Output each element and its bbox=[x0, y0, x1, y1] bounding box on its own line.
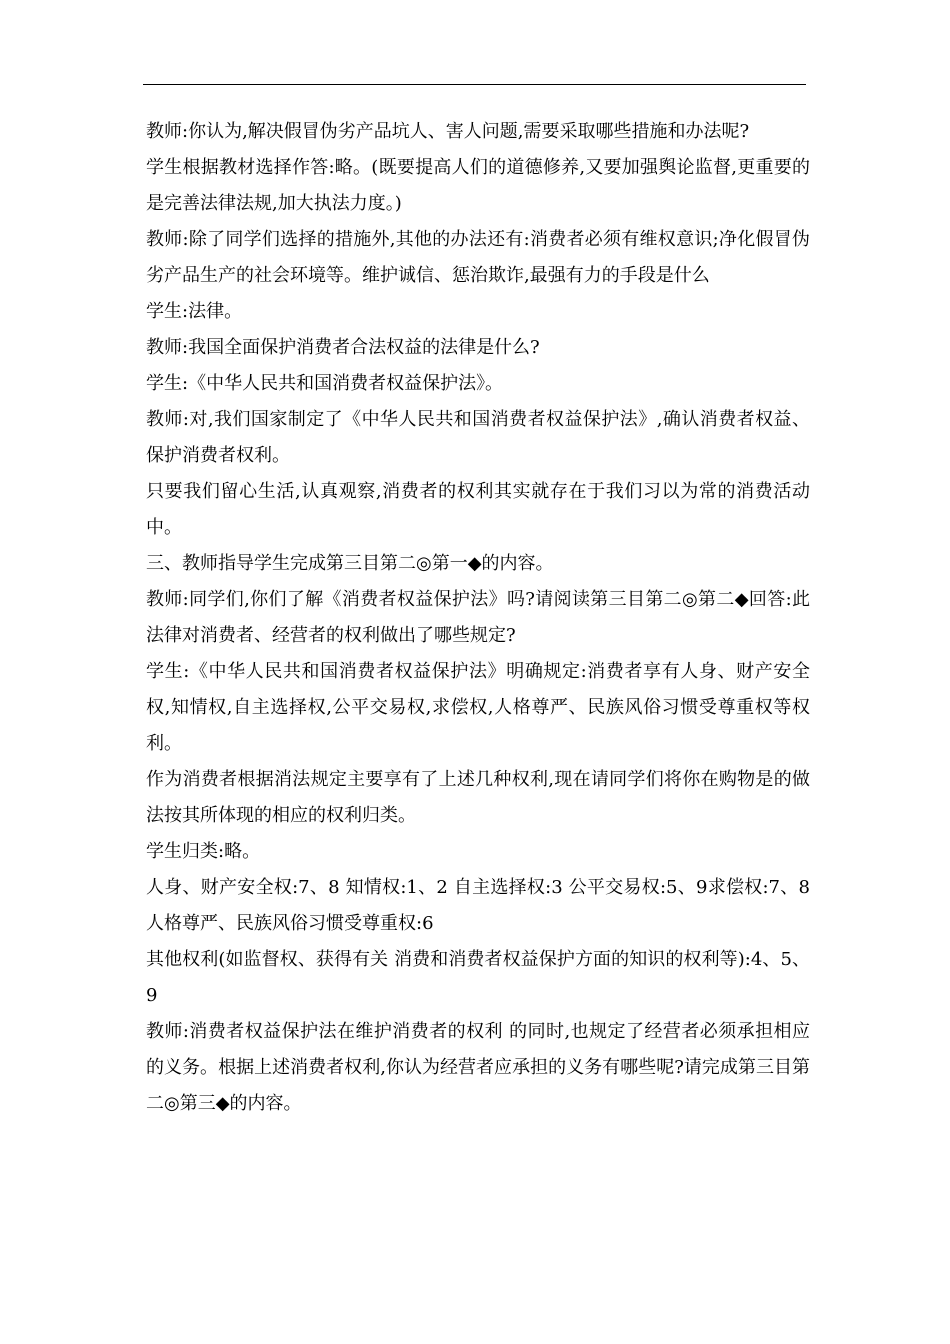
paragraph: 其他权利(如监督权、获得有关 消费和消费者权益保护方面的知识的权利等):4、5、9 bbox=[146, 949, 810, 1006]
paragraph: 教师:对,我们国家制定了《中华人民共和国消费者权益保护法》,确认消费者权益、保护消费者权利。 bbox=[146, 409, 810, 466]
paragraph: 教师:除了同学们选择的措施外,其他的办法还有:消费者必须有维权意识;净化假冒伪劣产品生产的社会环境等。维护诚信、惩治欺诈,最强有力的手段是什么 bbox=[146, 229, 810, 286]
document-body bbox=[146, 114, 810, 1122]
paragraph: 教师:同学们,你们了解《消费者权益保护法》吗?请阅读第三目第二◎第二◆回答:此法律对消费者、经营者的权利做出了哪些规定? bbox=[146, 589, 810, 646]
paragraph: 学生:《中华人民共和国消费者权益保护法》。 bbox=[146, 373, 504, 394]
paragraph: 教师:我国全面保护消费者合法权益的法律是什么? bbox=[146, 337, 540, 358]
paragraph: 学生:《中华人民共和国消费者权益保护法》明确规定:消费者享有人身、财产安全权,知情权,自主选择权,公平交易权,求偿权,人格尊严、民族风俗习惯受尊重权等权利。 bbox=[146, 661, 810, 754]
paragraph: 学生归类:略。 bbox=[146, 841, 261, 862]
paragraph: 作为消费者根据消法规定主要享有了上述几种权利,现在请同学们将你在购物是的做法按其所体现的相应的权利归类。 bbox=[146, 769, 810, 826]
paragraph: 三、教师指导学生完成第三目第二◎第一◆的内容。 bbox=[146, 553, 554, 574]
paragraph: 只要我们留心生活,认真观察,消费者的权利其实就存在于我们习以为常的消费活动中。 bbox=[146, 481, 810, 538]
paragraph: 教师:消费者权益保护法在维护消费者的权利 的同时,也规定了经营者必须承担相应的义务。根据上述消费者权利,你认为经营者应承担的义务有哪些呢?请完成第三目第二◎第三◆的内容。 bbox=[146, 1021, 810, 1114]
paragraph: 教师:你认为,解决假冒伪劣产品坑人、害人问题,需要采取哪些措施和办法呢? bbox=[146, 121, 750, 142]
paragraph: 学生根据教材选择作答:略。(既要提高人们的道德修养,又要加强舆论监督,更重要的是完善法律法规,加大执法力度。) bbox=[146, 157, 810, 214]
paragraph: 学生:法律。 bbox=[146, 301, 243, 322]
paragraph: 人身、财产安全权:7、8 知情权:1、2 自主选择权:3 公平交易权:5、9求偿权:7、8人格尊严、民族风俗习惯受尊重权:6 bbox=[146, 877, 810, 934]
header-rule bbox=[143, 84, 806, 85]
